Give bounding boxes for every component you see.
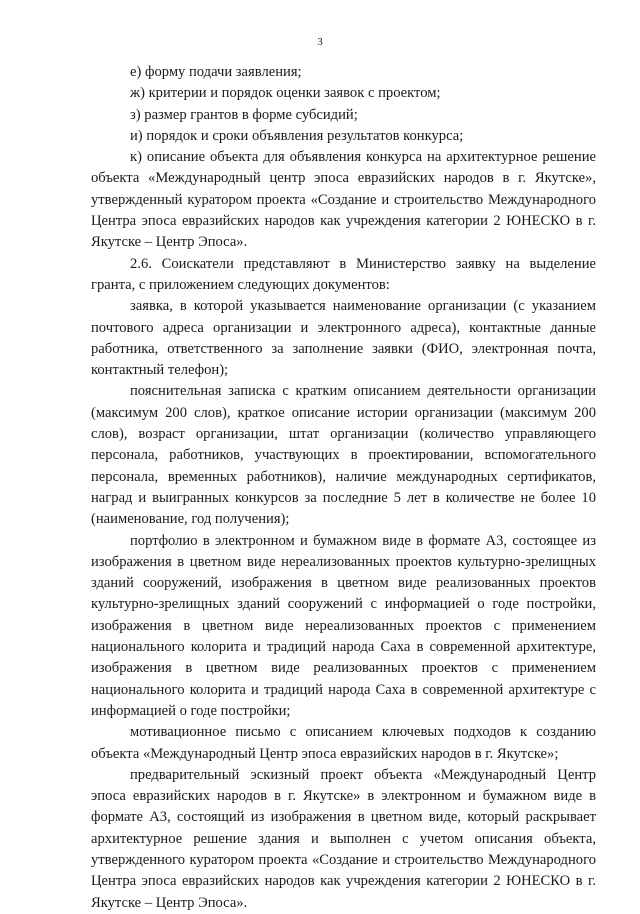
paragraph-item-k: к) описание объекта для объявления конкурса на архитектурное решение объекта «Международный центр эпоса евразийских народов в г. Якутске», утвержденный куратором проекта «Создание и строительство Международного Центра эпоса евразийских народов как учреждения категории 2 ЮНЕСКО в г. Якутске – Центр Эпоса». (91, 149, 596, 251)
paragraph-motivation-letter: мотивационное письмо с описанием ключевых подходов к созданию объекта «Международный Центр эпоса евразийских народов в г. Якутске»; (91, 724, 596, 762)
document-body (91, 62, 596, 914)
paragraph-item-e: е) форму подачи заявления; (130, 64, 302, 80)
paragraph-item-i: и) порядок и сроки объявления результатов конкурса; (130, 127, 464, 144)
paragraph-sketch-project: предварительный эскизный проект объекта «Международный Центр эпоса евразийских народов в г. Якутске» в электронном и бумажном виде в формате А3, состоящий из изображения в цветном виде, который раскрывает архитектурное решение здания и выполнен с учетом описания объекта, утвержденного куратором проекта «Создание и строительство Международного Центра эпоса евразийских народов как учреждения категории 2 ЮНЕСКО в г. Якутске – Центр Эпоса». (91, 766, 596, 911)
paragraph-portfolio: портфолио в электронном и бумажном виде в формате А3, состоящее из изображения в цветном виде нереализованных проектов культурно-зрелищных зданий сооружений, изображения в цветном виде реализованных проектов культурно-зрелищных зданий сооружений с информацией о годе постройки, изображения в цветном виде нереализованных проектов с применением национального колорита и традиций народа Саха в современной архитектуре, изображения в цветном виде реализованных проектов с применением национального колорита и традиций народа Саха в современной архитектуре с информацией о годе постройки; (91, 532, 596, 719)
paragraph-explanatory-note: пояснительная записка с кратким описанием деятельности организации (максимум 200 слов), краткое описание истории организации (максимум 200 слов), возраст организации, штат организации (количество управляющего персонала, работников, участвующих в проектировании, вспомогательного персонала, временных работников), наличие международных сертификатов, наград и выигранных конкурсов за последние 5 лет в количестве не более 10 (наименование, год получения); (91, 383, 596, 528)
paragraph-item-zh: ж) критерии и порядок оценки заявок с проектом; (130, 85, 441, 102)
paragraph-item-z: з) размер грантов в форме субсидий; (130, 106, 358, 123)
paragraph-application: заявка, в которой указывается наименование организации (с указанием почтового адреса организации и электронного адреса), контактные данные работника, ответственного за заполнение заявки (ФИО, электронная почта, контактный телефон); (91, 298, 596, 379)
paragraph-section-2-6: 2.6. Соискатели представляют в Министерство заявку на выделение гранта, с приложением следующих документов: (91, 255, 596, 293)
page-number: 3 (317, 36, 323, 48)
